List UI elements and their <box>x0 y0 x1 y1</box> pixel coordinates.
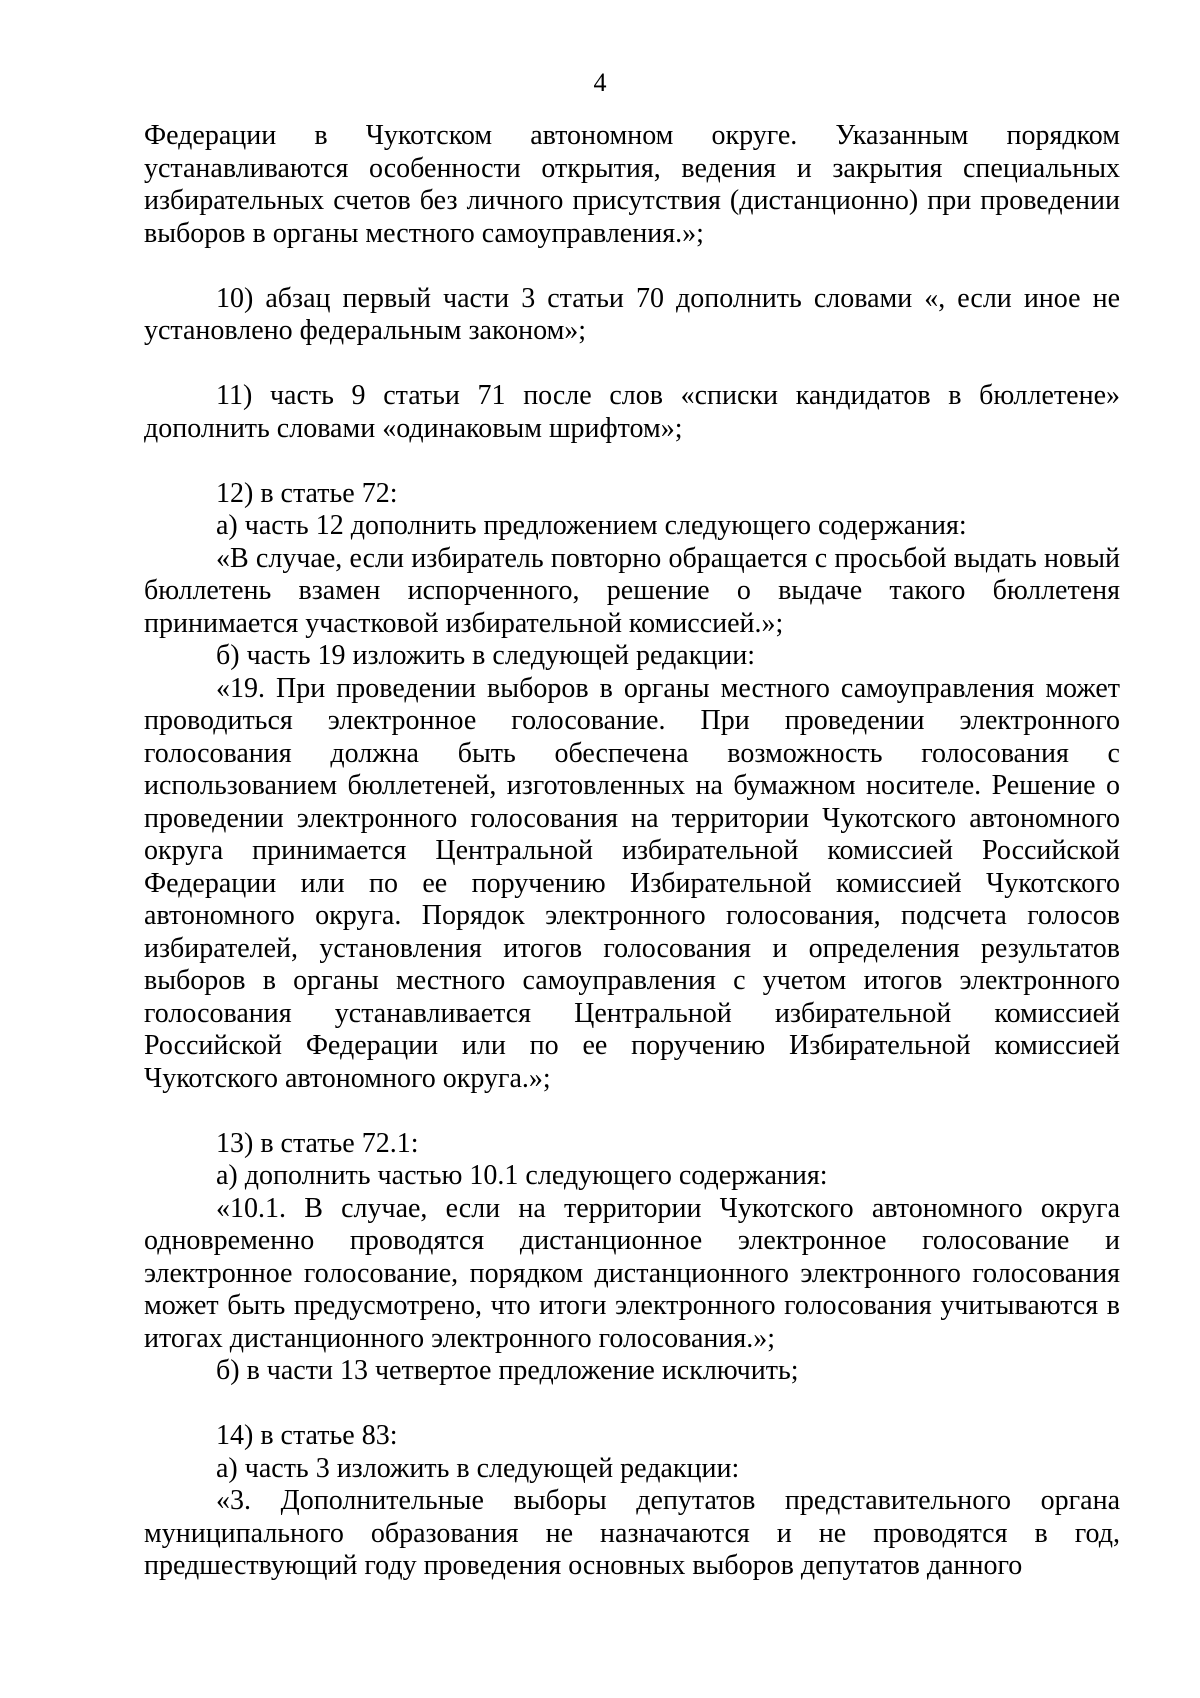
paragraph-gap <box>144 348 1120 381</box>
paragraph-item-13: 13) в статье 72.1: <box>216 1127 419 1159</box>
paragraph-quote-12b: «19. При проведении выборов в органы местного самоуправления может проводиться электронное голосование. При проведении электронного голосования должна быть обеспечена возможность голосования с использованием бюллетеней, изготовленных на бумажном носителе. Решение о проведении электронного голосования на территории Чукотского автономного округа принимается Центральной избирательной комиссией Российской Федерации или по ее поручению Избирательной комиссией Чукотского автономного округа. Порядок электронного голосования, подсчета голосов избирателей, установления итогов голосования и определения результатов выборов в органы местного самоуправления с учетом итогов электронного голосования устанавливается Центральной избирательной комиссией Российской Федерации или по ее поручению Избирательной комиссией Чукотского автономного округа.»; <box>144 672 1120 1094</box>
paragraph-item-11: 11) часть 9 статьи 71 после слов «списки кандидатов в бюллетене» дополнить словами «одинаковым шрифтом»; <box>144 380 1120 444</box>
paragraph-item-12: 12) в статье 72: <box>216 477 398 509</box>
paragraph-item-10: 10) абзац первый части 3 статьи 70 дополнить словами «, если иное не установлено федеральным законом»; <box>144 282 1120 346</box>
paragraph-continuation: Федерации в Чукотском автономном округе. Указанным порядком устанавливаются особенности открытия, ведения и закрытия специальных избирательных счетов без личного присутствия (дистанционно) при проведении выборов в органы местного самоуправления.»; <box>144 120 1120 249</box>
paragraph-quote-14a: «3. Дополнительные выборы депутатов представительного органа муниципального образования не назначаются и не проводятся в год, предшествующий году проведения основных выборов депутатов данного <box>144 1485 1120 1581</box>
paragraph-gap <box>144 1388 1120 1421</box>
document-body <box>144 120 1120 1583</box>
paragraph-item-14: 14) в статье 83: <box>216 1420 398 1451</box>
paragraph-gap <box>144 445 1120 478</box>
paragraph-quote-12a: «В случае, если избиратель повторно обращается с просьбой выдать новый бюллетень взамен испорченного, решение о выдаче такого бюллетеня принимается участковой избирательной комиссией.»; <box>144 542 1120 639</box>
paragraph-item-14a: а) часть 3 изложить в следующей редакции: <box>216 1452 740 1484</box>
paragraph-gap <box>144 250 1120 283</box>
paragraph-item-12b: б) часть 19 изложить в следующей редакции: <box>216 640 756 671</box>
paragraph-item-13a: а) дополнить частью 10.1 следующего содержания: <box>216 1160 828 1191</box>
paragraph-quote-13a: «10.1. В случае, если на территории Чукотского автономного округа одновременно проводятся дистанционное электронное голосование и электронное голосование, порядком дистанционного электронного голосования может быть предусмотрено, что итоги электронного голосования учитываются в итогах дистанционного электронного голосования.»; <box>144 1192 1120 1354</box>
paragraph-item-13b: б) в части 13 четвертое предложение исключить; <box>216 1355 799 1386</box>
page-number: 4 <box>593 68 607 97</box>
paragraph-gap <box>144 1095 1120 1128</box>
paragraph-item-12a: а) часть 12 дополнить предложением следующего содержания: <box>216 510 967 541</box>
